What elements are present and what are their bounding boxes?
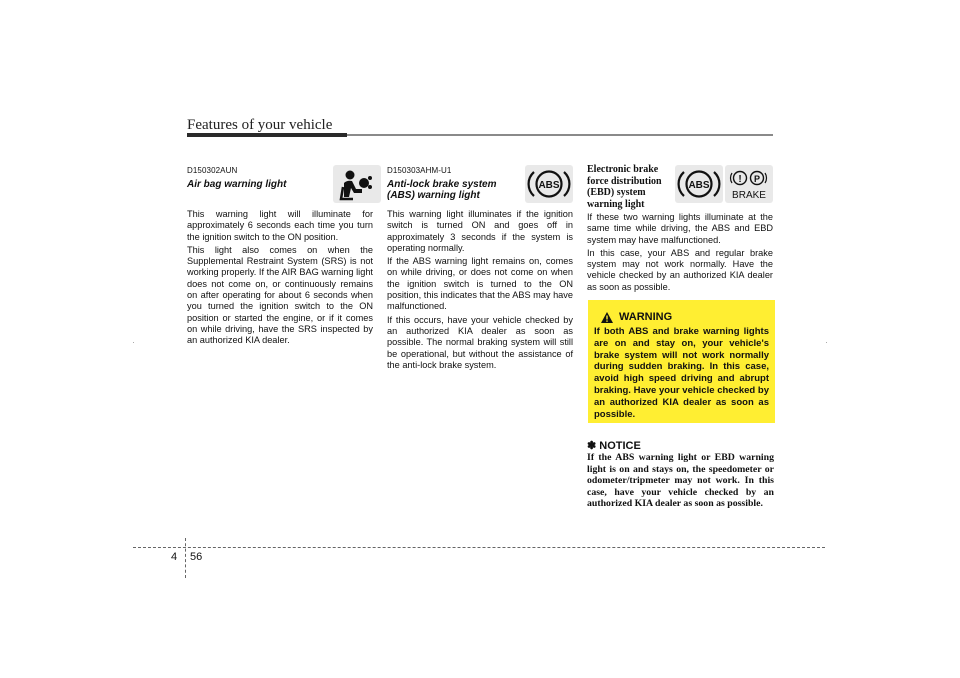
park-glyph: P (753, 174, 761, 184)
page-number: 56 (190, 551, 203, 563)
section-title: Air bag warning light (187, 179, 287, 190)
section-title-line: Electronic brake (587, 164, 659, 175)
page-header-title: Features of your vehicle (187, 117, 333, 133)
section-code: D150303AHM-U1 (387, 166, 452, 175)
warning-text: If both ABS and brake warning lights are on and stay on, your vehicle's brake system will not work normally during sudden braking. In this case, avoid high speed driving and abrupt braking. Have your vehicle checked by an authorized KIA dealer as soon as possible. (594, 326, 769, 420)
section-title-line: force distribution (587, 175, 662, 187)
section-title (587, 164, 667, 210)
section-title-line: warning light (587, 198, 645, 210)
paragraph: This warning light illuminates if the ignition switch is turned ON and goes off in approximately 3 seconds if the system is operating normally. (387, 209, 573, 253)
warning-title: WARNING (619, 311, 673, 323)
chapter-number: 4 (171, 551, 178, 563)
section-title-line: (EBD) system (587, 187, 646, 198)
abs-section (387, 163, 573, 373)
paragraph: If these two warning lights illuminate at the same time while driving, the ABS and EBD system may have malfunctioned. (587, 212, 773, 245)
notice-title: ✽ NOTICE (587, 440, 641, 452)
exclaim-glyph: ! (738, 174, 742, 185)
section-title-line: (ABS) warning light (387, 190, 480, 201)
section-title-line: Anti-lock brake system (387, 179, 497, 190)
paragraph: If the ABS warning light remains on, comes on while driving, or does not come on when the ignition switch is turned to the ON position, this indicates that the ABS may have malfunctioned. (387, 256, 573, 312)
paragraph: This light also comes on when the Supplemental Restraint System (SRS) is not working properly. If the AIR BAG warning light does not come on, or continuously remains on after operating for about 6 seconds when you turned the ignition switch to the ON position or started the engine, or if it comes on while driving, have the SRS inspected by an authorized KIA dealer. (187, 244, 373, 346)
warning-triangle-icon (601, 312, 613, 323)
footer-rule (133, 547, 825, 548)
registration-mark (826, 342, 827, 343)
warning-header (601, 311, 672, 323)
abs-icon-label: ABS (688, 180, 710, 191)
footer-divider (185, 538, 186, 578)
paragraph: This warning light will illuminate for approximately 6 seconds each time you turn the ignition switch to the ON position. (187, 209, 373, 242)
header-rule-light (347, 134, 773, 136)
paragraph: In this case, your ABS and regular brake system may not work normally. Have the vehicle checked by an authorized KIA dealer as soon as possible. (587, 247, 773, 292)
registration-mark (133, 342, 134, 343)
section-code: D150302AUN (187, 166, 238, 175)
ebd-section (587, 160, 773, 295)
header-rule-dark (187, 133, 347, 137)
abs-icon-label: ABS (538, 180, 560, 191)
notice-text: If the ABS warning light or EBD warning light is on and stays on, the speedometer or odometer/tripmeter may not work. In this case, have your vehicle checked by an authorized KIA dealer as soon as possible. (587, 452, 774, 509)
brake-icon-label: BRAKE (732, 190, 766, 201)
paragraph: If this occurs, have your vehicle checked by an authorized KIA dealer as soon as possible. The normal braking system will still be operational, but without the assistance of the anti-lock brake system. (387, 314, 573, 370)
airbag-section (187, 163, 373, 349)
